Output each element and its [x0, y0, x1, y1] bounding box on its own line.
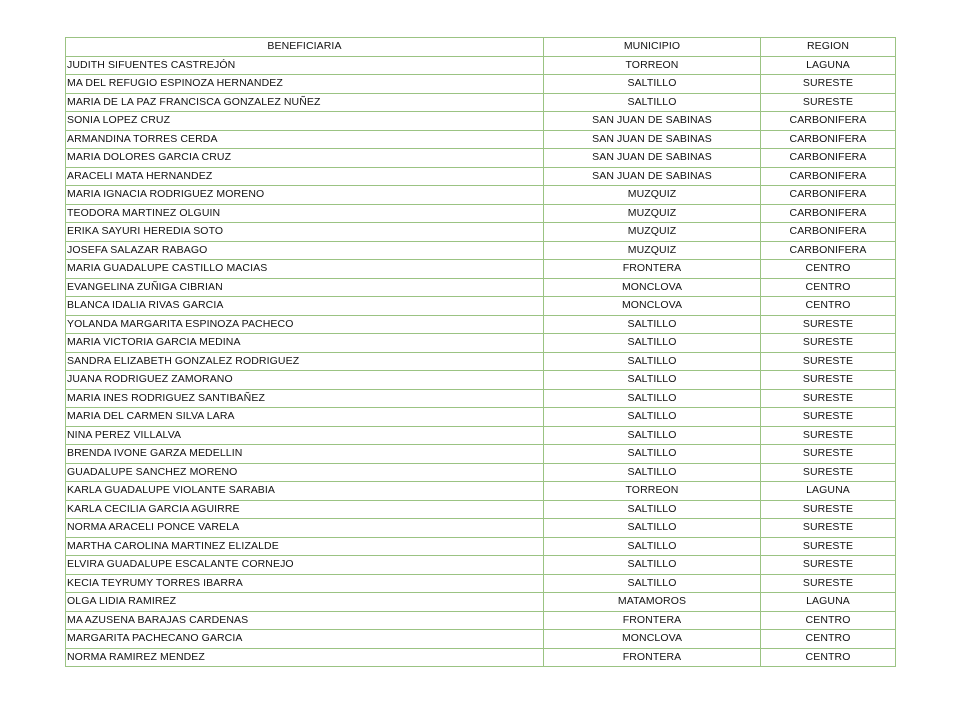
header-beneficiaria: BENEFICIARIA	[66, 38, 544, 57]
municipality-cell: SALTILLO	[544, 500, 761, 519]
municipality-cell: SAN JUAN DE SABINAS	[544, 112, 761, 131]
region-cell: SURESTE	[761, 408, 896, 427]
beneficiary-cell: KARLA GUADALUPE VIOLANTE SARABIA	[66, 482, 544, 501]
beneficiary-cell: ARACELI MATA HERNANDEZ	[66, 167, 544, 186]
municipality-cell: SALTILLO	[544, 389, 761, 408]
municipality-cell: MONCLOVA	[544, 278, 761, 297]
region-cell: LAGUNA	[761, 482, 896, 501]
region-cell: SURESTE	[761, 445, 896, 464]
table-row	[66, 500, 896, 519]
table-row	[66, 112, 896, 131]
table-row	[66, 408, 896, 427]
region-cell: SURESTE	[761, 75, 896, 94]
municipality-cell: TORREON	[544, 56, 761, 75]
table-header	[66, 38, 896, 57]
municipality-cell: MONCLOVA	[544, 630, 761, 649]
region-cell: CENTRO	[761, 260, 896, 279]
municipality-cell: SALTILLO	[544, 426, 761, 445]
beneficiary-cell: MARIA DOLORES GARCIA CRUZ	[66, 149, 544, 168]
beneficiary-cell: TEODORA MARTINEZ OLGUIN	[66, 204, 544, 223]
beneficiary-cell: JUDITH SIFUENTES CASTREJÓN	[66, 56, 544, 75]
beneficiary-cell: JUANA RODRIGUEZ ZAMORANO	[66, 371, 544, 390]
beneficiary-cell: MA DEL REFUGIO ESPINOZA HERNANDEZ	[66, 75, 544, 94]
region-cell: SURESTE	[761, 556, 896, 575]
table-row	[66, 149, 896, 168]
beneficiary-cell: NORMA RAMIREZ MENDEZ	[66, 648, 544, 667]
beneficiary-cell: ERIKA SAYURI HEREDIA SOTO	[66, 223, 544, 242]
municipality-cell: SALTILLO	[544, 352, 761, 371]
region-cell: SURESTE	[761, 371, 896, 390]
beneficiary-cell: OLGA LIDIA RAMIREZ	[66, 593, 544, 612]
region-cell: SURESTE	[761, 93, 896, 112]
municipality-cell: TORREON	[544, 482, 761, 501]
beneficiary-cell: SONIA LOPEZ CRUZ	[66, 112, 544, 131]
region-cell: SURESTE	[761, 352, 896, 371]
region-cell: CARBONIFERA	[761, 149, 896, 168]
municipality-cell: MUZQUIZ	[544, 223, 761, 242]
beneficiary-cell: KECIA TEYRUMY TORRES IBARRA	[66, 574, 544, 593]
municipality-cell: SALTILLO	[544, 408, 761, 427]
beneficiary-cell: NINA PEREZ VILLALVA	[66, 426, 544, 445]
region-cell: CARBONIFERA	[761, 241, 896, 260]
table-row	[66, 556, 896, 575]
beneficiary-cell: ELVIRA GUADALUPE ESCALANTE CORNEJO	[66, 556, 544, 575]
beneficiary-cell: BRENDA IVONE GARZA MEDELLIN	[66, 445, 544, 464]
region-cell: SURESTE	[761, 315, 896, 334]
table-body	[66, 56, 896, 667]
region-cell: SURESTE	[761, 500, 896, 519]
region-cell: CARBONIFERA	[761, 112, 896, 131]
region-cell: CENTRO	[761, 611, 896, 630]
table-row	[66, 352, 896, 371]
region-cell: SURESTE	[761, 334, 896, 353]
header-row	[66, 38, 896, 57]
municipality-cell: SALTILLO	[544, 75, 761, 94]
region-cell: CARBONIFERA	[761, 167, 896, 186]
municipality-cell: SALTILLO	[544, 574, 761, 593]
municipality-cell: SALTILLO	[544, 463, 761, 482]
table-row	[66, 463, 896, 482]
municipality-cell: SALTILLO	[544, 445, 761, 464]
region-cell: SURESTE	[761, 426, 896, 445]
municipality-cell: FRONTERA	[544, 260, 761, 279]
municipality-cell: SALTILLO	[544, 93, 761, 112]
table-row	[66, 56, 896, 75]
beneficiary-cell: MARGARITA PACHECANO GARCIA	[66, 630, 544, 649]
table-row	[66, 426, 896, 445]
beneficiary-cell: MARIA GUADALUPE CASTILLO MACIAS	[66, 260, 544, 279]
beneficiary-cell: KARLA CECILIA GARCIA AGUIRRE	[66, 500, 544, 519]
table-row	[66, 167, 896, 186]
table-row	[66, 223, 896, 242]
region-cell: CENTRO	[761, 278, 896, 297]
table-row	[66, 611, 896, 630]
region-cell: SURESTE	[761, 574, 896, 593]
beneficiaries-table	[65, 37, 896, 667]
region-cell: CARBONIFERA	[761, 204, 896, 223]
municipality-cell: FRONTERA	[544, 611, 761, 630]
region-cell: LAGUNA	[761, 593, 896, 612]
table-row	[66, 204, 896, 223]
header-region: REGION	[761, 38, 896, 57]
municipality-cell: MUZQUIZ	[544, 204, 761, 223]
municipality-cell: SALTILLO	[544, 315, 761, 334]
beneficiary-cell: MARTHA CAROLINA MARTINEZ ELIZALDE	[66, 537, 544, 556]
region-cell: CENTRO	[761, 297, 896, 316]
municipality-cell: SAN JUAN DE SABINAS	[544, 167, 761, 186]
region-cell: CENTRO	[761, 630, 896, 649]
beneficiary-cell: SANDRA ELIZABETH GONZALEZ RODRIGUEZ	[66, 352, 544, 371]
region-cell: SURESTE	[761, 389, 896, 408]
table-row	[66, 445, 896, 464]
table-row	[66, 334, 896, 353]
region-cell: CENTRO	[761, 648, 896, 667]
beneficiary-cell: MARIA INES RODRIGUEZ SANTIBAÑEZ	[66, 389, 544, 408]
table-row	[66, 389, 896, 408]
table-row	[66, 278, 896, 297]
table-row	[66, 260, 896, 279]
table-row	[66, 371, 896, 390]
region-cell: CARBONIFERA	[761, 130, 896, 149]
table-row	[66, 482, 896, 501]
beneficiary-cell: MA AZUSENA BARAJAS CARDENAS	[66, 611, 544, 630]
municipality-cell: SAN JUAN DE SABINAS	[544, 130, 761, 149]
region-cell: SURESTE	[761, 537, 896, 556]
region-cell: CARBONIFERA	[761, 223, 896, 242]
beneficiary-cell: JOSEFA SALAZAR RABAGO	[66, 241, 544, 260]
table-row	[66, 593, 896, 612]
municipality-cell: SALTILLO	[544, 537, 761, 556]
table-row	[66, 93, 896, 112]
region-cell: CARBONIFERA	[761, 186, 896, 205]
beneficiary-cell: MARIA IGNACIA RODRIGUEZ MORENO	[66, 186, 544, 205]
beneficiary-cell: NORMA ARACELI PONCE VARELA	[66, 519, 544, 538]
table-row	[66, 130, 896, 149]
beneficiary-cell: ARMANDINA TORRES CERDA	[66, 130, 544, 149]
municipality-cell: SALTILLO	[544, 334, 761, 353]
municipality-cell: FRONTERA	[544, 648, 761, 667]
table-row	[66, 630, 896, 649]
municipality-cell: MATAMOROS	[544, 593, 761, 612]
municipality-cell: MUZQUIZ	[544, 241, 761, 260]
beneficiary-cell: MARIA VICTORIA GARCIA MEDINA	[66, 334, 544, 353]
table-row	[66, 315, 896, 334]
municipality-cell: SALTILLO	[544, 556, 761, 575]
municipality-cell: SAN JUAN DE SABINAS	[544, 149, 761, 168]
beneficiary-cell: MARIA DEL CARMEN SILVA LARA	[66, 408, 544, 427]
table-row	[66, 186, 896, 205]
table-row	[66, 519, 896, 538]
beneficiary-cell: BLANCA IDALIA RIVAS GARCIA	[66, 297, 544, 316]
beneficiary-cell: MARIA DE LA PAZ FRANCISCA GONZALEZ NUÑEZ	[66, 93, 544, 112]
table-row	[66, 574, 896, 593]
region-cell: LAGUNA	[761, 56, 896, 75]
table-row	[66, 537, 896, 556]
header-municipio: MUNICIPIO	[544, 38, 761, 57]
municipality-cell: MUZQUIZ	[544, 186, 761, 205]
region-cell: SURESTE	[761, 519, 896, 538]
table-row	[66, 241, 896, 260]
beneficiary-cell: GUADALUPE SANCHEZ MORENO	[66, 463, 544, 482]
municipality-cell: SALTILLO	[544, 519, 761, 538]
table-row	[66, 648, 896, 667]
municipality-cell: MONCLOVA	[544, 297, 761, 316]
beneficiary-cell: EVANGELINA ZUÑIGA CIBRIAN	[66, 278, 544, 297]
region-cell: SURESTE	[761, 463, 896, 482]
beneficiary-cell: YOLANDA MARGARITA ESPINOZA PACHECO	[66, 315, 544, 334]
table-row	[66, 297, 896, 316]
table-row	[66, 75, 896, 94]
municipality-cell: SALTILLO	[544, 371, 761, 390]
